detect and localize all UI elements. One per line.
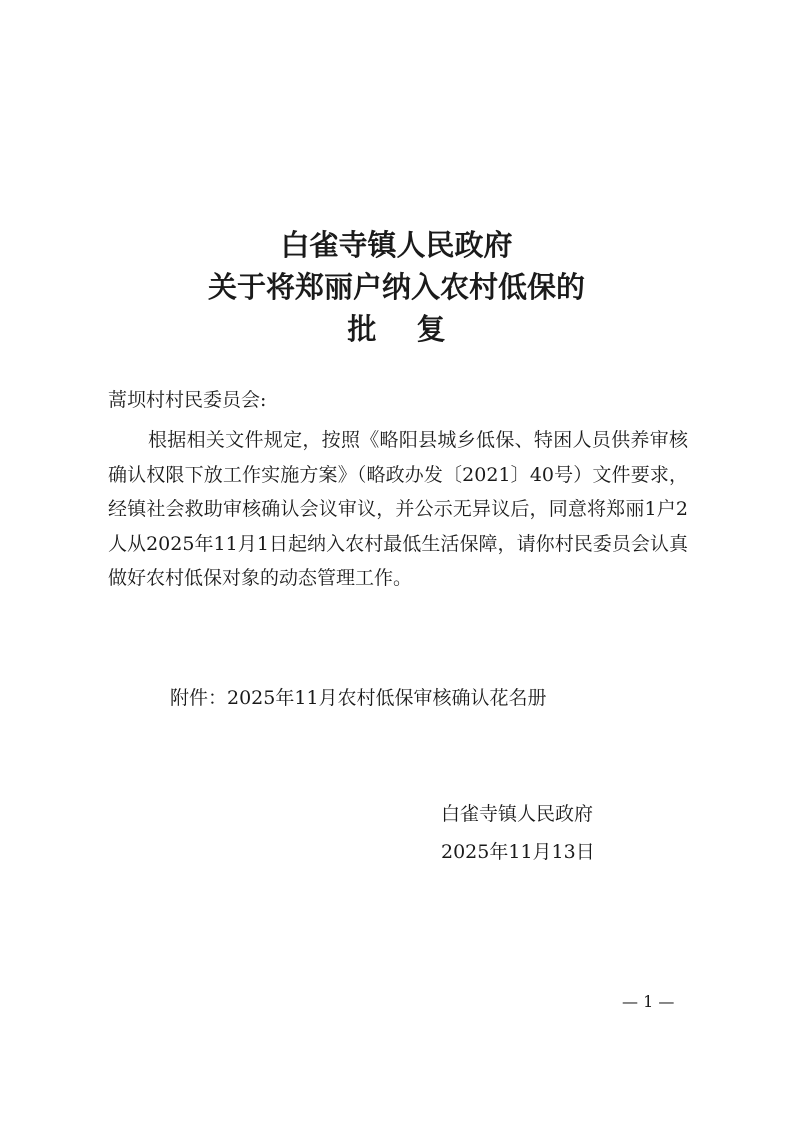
signature-block (441, 795, 595, 871)
addressee: 蒿坝村村民委员会: (108, 389, 267, 411)
body-paragraph: 根据相关文件规定，按照《略阳县城乡低保、特困人员供养审核确认权限下放工作实施方案》（略政办发〔2021〕40号）文件要求，经镇社会救助审核确认会议审议，并公示无异议后，同意将郑丽1户2人从2025年11月1日起纳入农村最低生活保障，请你村民委员会认真做好农村低保对象的动态管理工作。 (108, 429, 688, 589)
page-number: — 1 — (622, 992, 675, 1011)
document-title (0, 224, 793, 350)
signature-organization: 白雀寺镇人民政府 (441, 803, 594, 825)
signature-date: 2025年11月13日 (441, 841, 595, 863)
title-line-issuer: 白雀寺镇人民政府 (280, 228, 513, 262)
title-line-subject: 关于将郑丽户纳入农村低保的 (207, 270, 585, 304)
title-line-doc-type: 批复 (347, 312, 486, 346)
attachment-note: 附件：2025年11月农村低保审核确认花名册 (170, 687, 547, 709)
